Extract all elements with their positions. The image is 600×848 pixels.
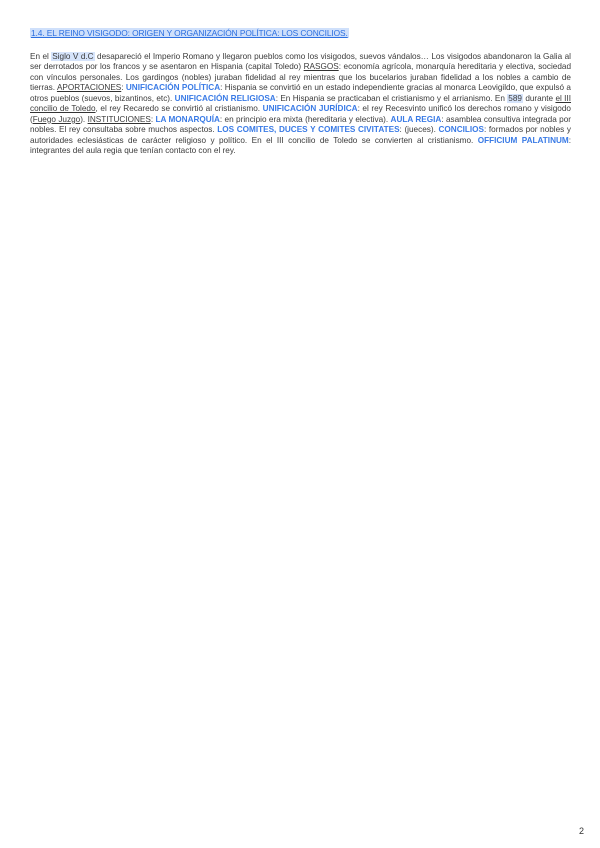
keyword-unificacion-juridica: UNIFICACIÓN JURÍDICA (262, 104, 358, 114)
text-run: : asamblea consultiva integrada por nobles. El rey consultaba sobre muchos aspectos. (30, 114, 572, 135)
keyword-comites-duces: LOS COMITES, DUCES Y COMITES CIVITATES (217, 125, 400, 135)
text-run: : (150, 114, 156, 124)
text-run: : formados por nobles y autoridades eclesiásticas de carácter religioso y político. En el III concilio de Toledo se convierten al cristianismo. (30, 125, 571, 145)
text-run: durante (522, 93, 556, 103)
text-run: : economía agrícola, monarquía hereditaria y electiva, sociedad con vínculos personales. Los gardingos (nobles) juraban fidelidad al rey mientras que los bucelarios juraban fidelidad a los nobles a cambio de tierras. (30, 62, 571, 93)
text-run: : en principio era mixta (hereditaria y electiva). (219, 114, 391, 124)
section-label-instituciones: INSTITUCIONES (87, 114, 151, 124)
section-label-aportaciones: APORTACIONES (56, 83, 122, 93)
text-run: : En Hispania se practicaban el cristianismo y el arrianismo. En (275, 93, 508, 103)
keyword-unificacion-politica: UNIFICACIÓN POLÍTICA (125, 83, 221, 93)
text-run: : el rey Recesvinto unificó los derechos romano y visigodo ( (30, 104, 571, 124)
text-run: desapareció el Imperio Romano y llegaron pueblos como los visigodos, suevos vándalos… Los visigodos abandonaron la Galia al ser derrotados por los francos y se asentaron en Hispania (capital Toledo) (30, 52, 571, 72)
highlighted-term: Siglo V d.C (52, 52, 94, 61)
keyword-officium-palatinum: OFFICIUM PALATINUM (477, 135, 569, 145)
section-heading (30, 27, 570, 39)
page-number: 2 (578, 826, 584, 836)
text-run: : (jueces). (399, 125, 439, 135)
keyword-aula-regia: AULA REGIA (390, 114, 442, 124)
section-label-rasgos: RASGOS (303, 62, 339, 72)
text-run: : integrantes del aula regia que tenían contacto con el rey. (30, 135, 571, 156)
paragraph-text (30, 52, 571, 157)
text-run: ). (80, 114, 88, 124)
text-run: En el (30, 52, 52, 61)
text-run: : Hispania se convirtió en un estado independiente gracias al monarca Leovigildo, que expulsó a otros pueblos (suevos, bizantinos, etc). (30, 83, 571, 103)
body-paragraph (30, 52, 571, 157)
underlined-fuego-juzgo: Fuego Juzgo (32, 114, 81, 124)
keyword-unificacion-religiosa: UNIFICACIÓN RELIGIOSA (174, 93, 276, 103)
section-heading-text: 1.4. EL REINO VISIGODO: ORIGEN Y ORGANIZACIÓN POLÍTICA: LOS CONCILIOS. (31, 28, 348, 38)
highlighted-year: 589 (508, 93, 522, 103)
underlined-concilio: el III concilio de Toledo (30, 93, 572, 114)
text-run: , el rey Recaredo se convirtió al cristianismo. (95, 104, 263, 114)
keyword-la-monarquia: LA MONARQUÍA (155, 114, 220, 124)
keyword-concilios: CONCILIOS (438, 125, 484, 135)
text-run: : (121, 83, 126, 93)
